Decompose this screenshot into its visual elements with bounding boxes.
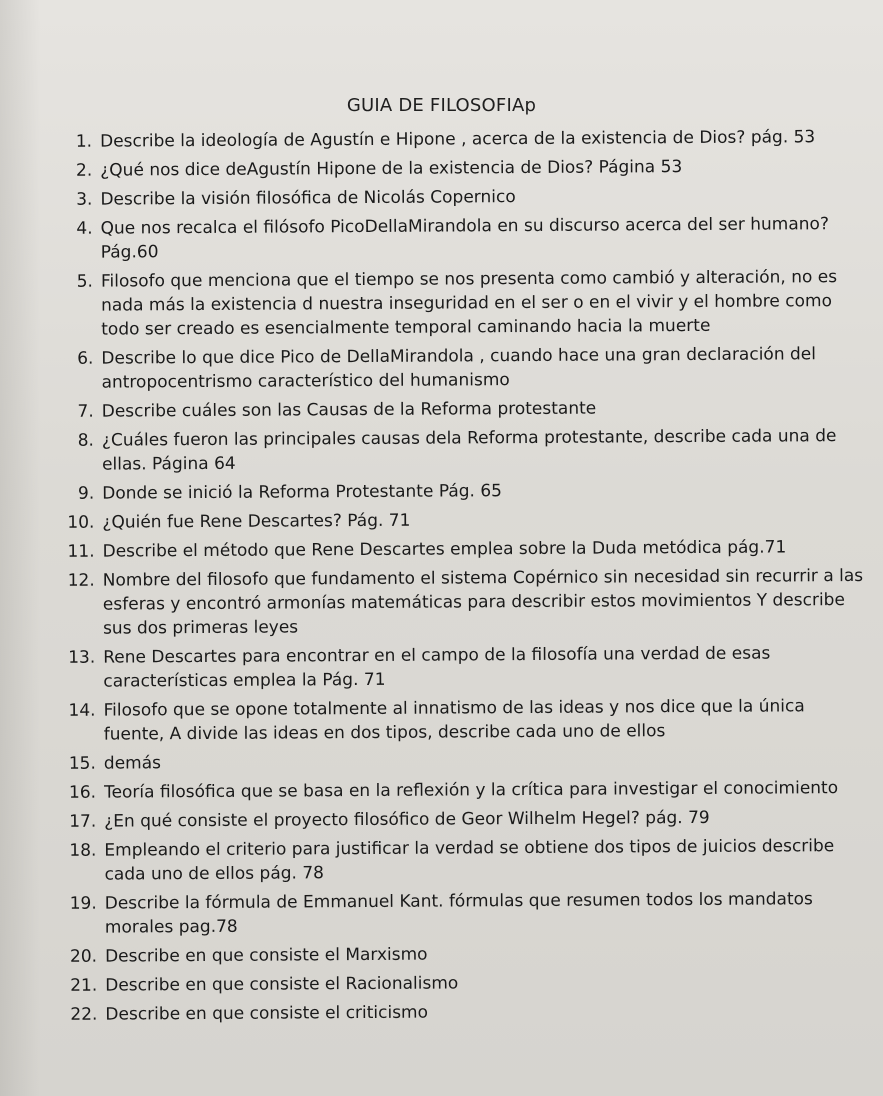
question-number: 9. [77, 483, 95, 504]
question-number: 8. [77, 430, 94, 451]
question-number: 17. [69, 811, 97, 832]
question-item [36, 477, 866, 506]
question-item [35, 212, 865, 265]
question-text: Rene Descartes para encontrar en el campo de la filosofía una verdad de esas características emplea la Pág. 71 [103, 643, 771, 692]
question-item [36, 506, 866, 535]
question-text: Describe en que consiste el Racionalismo [105, 973, 459, 996]
question-number: 12. [67, 570, 95, 591]
question-text: ¿Qué nos dice deAgustín Hipone de la existencia de Dios? Página 53 [100, 157, 683, 181]
question-number: 19. [69, 893, 97, 914]
question-number: 20. [69, 946, 98, 967]
question-number: 5. [76, 271, 93, 292]
question-text: Filosofo que se opone totalmente al innatismo de las ideas y nos dice que la única fuente, A divide las ideas en dos tipos, describe cada uno de ellos [103, 696, 805, 745]
question-number: 3. [76, 189, 93, 210]
question-text: Describe en que consiste el Marxismo [104, 944, 428, 967]
question-text: Empleando el criterio para justificar la verdad se obtiene dos tipos de juicios describe cada uno de ellos pág. 78 [104, 836, 835, 885]
question-text: Donde se inició la Reforma Protestante Pág. 65 [102, 481, 502, 504]
question-text: Describe la fórmula de Emmanuel Kant. fórmulas que resumen todos los mandatos morales pag.78 [104, 889, 813, 938]
question-text: ¿En qué consiste el proyecto filosófico de Geor Wilhelm Hegel? pág. 79 [104, 807, 710, 832]
question-item [39, 940, 869, 969]
question-item [37, 535, 867, 564]
question-text: ¿Cuáles fueron las principales causas dela Reforma protestante, describe cada una de ellas. Página 64 [101, 426, 837, 475]
question-number: 13. [68, 647, 96, 668]
question-item [39, 969, 869, 998]
question-item [38, 805, 868, 834]
question-number: 6. [77, 348, 94, 369]
question-item [34, 154, 864, 183]
question-text: Describe la visión filosófica de Nicolás Copernico [100, 187, 516, 210]
question-number: 14. [68, 700, 96, 721]
question-number: 10. [67, 512, 95, 533]
question-number: 2. [75, 160, 93, 181]
question-number: 22. [70, 1004, 98, 1025]
question-item [35, 342, 865, 395]
question-text: Teoría filosófica que se basa en la reflexión y la crítica para investigar el conocimiento [103, 778, 839, 803]
question-text: demás [103, 753, 162, 774]
question-item [39, 998, 869, 1027]
question-item [37, 641, 867, 694]
question-list [34, 125, 869, 1032]
question-text: Describe el método que Rene Descartes emplea sobre la Duda metódica pág.71 [102, 537, 787, 562]
question-text: Que nos recalca el filósofo PicoDellaMirandola en su discurso acerca del ser humano? Pág.60 [100, 214, 830, 263]
question-item [36, 395, 866, 424]
question-text: Describe cuáles son las Causas de la Reforma protestante [101, 398, 597, 422]
question-text: Describe la ideología de Agustín e Hipone , acerca de la existencia de Dios? pág. 53 [100, 127, 816, 152]
question-item [34, 183, 864, 212]
question-number: 7. [77, 401, 94, 422]
question-item [35, 265, 865, 342]
question-text: Describe en que consiste el criticismo [105, 1002, 429, 1025]
question-text: Describe lo que dice Pico de DellaMirandola , cuando hace una gran declaración del antropocentrismo característico del humanismo [101, 344, 817, 393]
question-text: ¿Quién fue Rene Descartes? Pág. 71 [102, 510, 411, 533]
question-item [34, 125, 864, 154]
question-number: 4. [76, 218, 93, 239]
question-number: 11. [67, 541, 95, 562]
question-text: Filosofo que menciona que el tiempo se nos presenta como cambió y alteración, no es nada más la existencia d nuestra inseguridad en el ser o en el vivir y el hombre como todo ser creado es esencialmente temporal caminando hacia la muerte [100, 267, 838, 340]
question-item [36, 424, 866, 477]
question-item [38, 776, 868, 805]
question-item [37, 564, 867, 641]
question-item [38, 834, 868, 887]
question-number: 18. [69, 840, 97, 861]
question-number: 21. [70, 975, 98, 996]
page-title: GUIA DE FILOSOFIAp [346, 95, 537, 116]
question-number: 1. [75, 131, 93, 152]
question-text: Nombre del filosofo que fundamento el sistema Copérnico sin necesidad sin recurrir a las esferas y encontró armonías matemáticas para describir estos movimientos Y describe sus dos primeras leyes [102, 565, 864, 639]
question-item [39, 887, 869, 940]
question-number: 16. [68, 782, 97, 803]
question-number: 15. [68, 753, 96, 774]
question-item [38, 747, 868, 776]
question-item [37, 694, 867, 747]
